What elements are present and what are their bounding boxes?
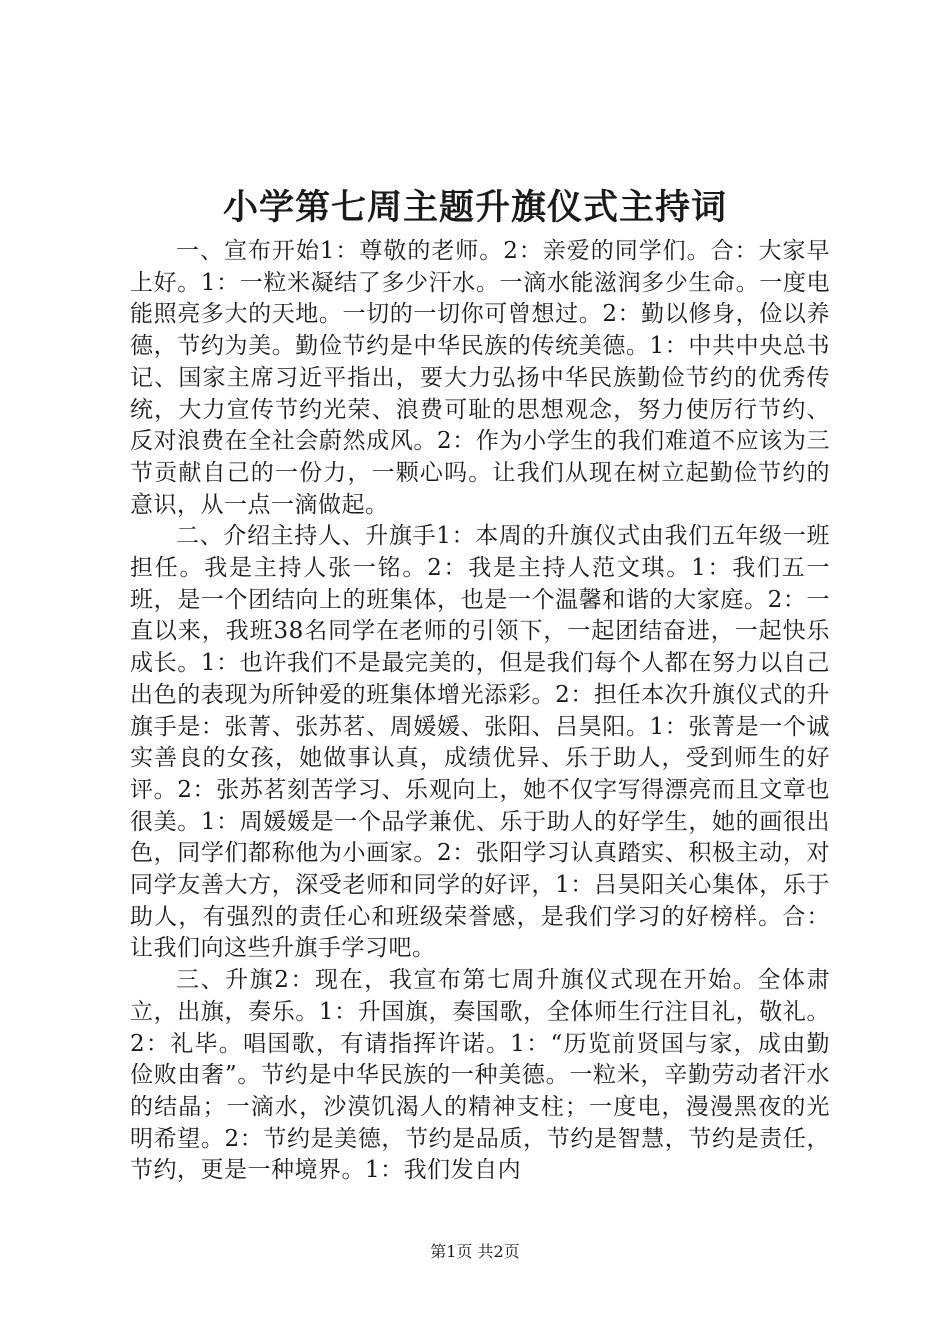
page-number-footer: 第1页 共2页 [430,1242,520,1261]
paragraph-opening: 一、宣布开始1：尊敬的老师。2：亲爱的同学们。合：大家早上好。1：一粒米凝结了多少汗水。一滴水能滋润多少生命。一度电能照亮多大的天地。一切的一切你可曾想过。2：勤以修身，俭以养德，节约为美。勤俭节约是中华民族的传统美德。1：中共中央总书记、国家主席习近平指出，要大力弘扬中华民族勤俭节约的优秀传统，大力宣传节约光荣、浪费可耻的思想观念，努力使厉行节约、反对浪费在全社会蔚然成风。2：作为小学生的我们难道不应该为三节贡献自己的一份力，一颗心吗。让我们从现在树立起勤俭节约的意识，从一点一滴做起。 [130,238,830,518]
paragraph-introduction: 二、介绍主持人、升旗手1：本周的升旗仪式由我们五年级一班担任。我是主持人张一铭。2：我是主持人范文琪。1：我们五一班，是一个团结向上的班集体，也是一个温馨和谐的大家庭。2：一直以来，我班38名同学在老师的引领下，一起团结奋进，一起快乐成长。1：也许我们不是最完美的，但是我们每个人都在努力以自己出色的表现为所钟爱的班集体增光添彩。2：担任本次升旗仪式的升旗手是：张菁、张苏茗、周媛媛、张阳、吕昊阳。1：张菁是一个诚实善良的女孩，她做事认真，成绩优异、乐于助人，受到师生的好评。2：张苏茗刻苦学习、乐观向上，她不仅字写得漂亮而且文章也很美。1：周媛媛是一个品学兼优、乐于助人的好学生，她的画很出色，同学们都称他为小画家。2：张阳学习认真踏实、积极主动，对同学友善大方，深受老师和同学的好评，1：吕昊阳关心集体，乐于助人，有强烈的责任心和班级荣誉感，是我们学习的好榜样。合：让我们向这些升旗手学习吧。 [130,523,830,962]
document-body [130,236,830,1187]
document-title: 小学第七周主题升旗仪式主持词 [222,187,727,228]
paragraph-flag-raising: 三、升旗2：现在，我宣布第七周升旗仪式现在开始。全体肃立，出旗，奏乐。1：升国旗，奏国歌，全体师生行注目礼，敬礼。2：礼毕。唱国歌，有请指挥许诺。1：“历览前贤国与家，成由勤俭败由奢”。节约是中华民族的一种美德。一粒米，辛勤劳动者汗水的结晶；一滴水，沙漠饥渴人的精神支柱；一度电，漫漫黑夜的光明希望。2：节约是美德，节约是品质，节约是智慧，节约是责任，节约，更是一种境界。1：我们发自内 [130,967,830,1184]
